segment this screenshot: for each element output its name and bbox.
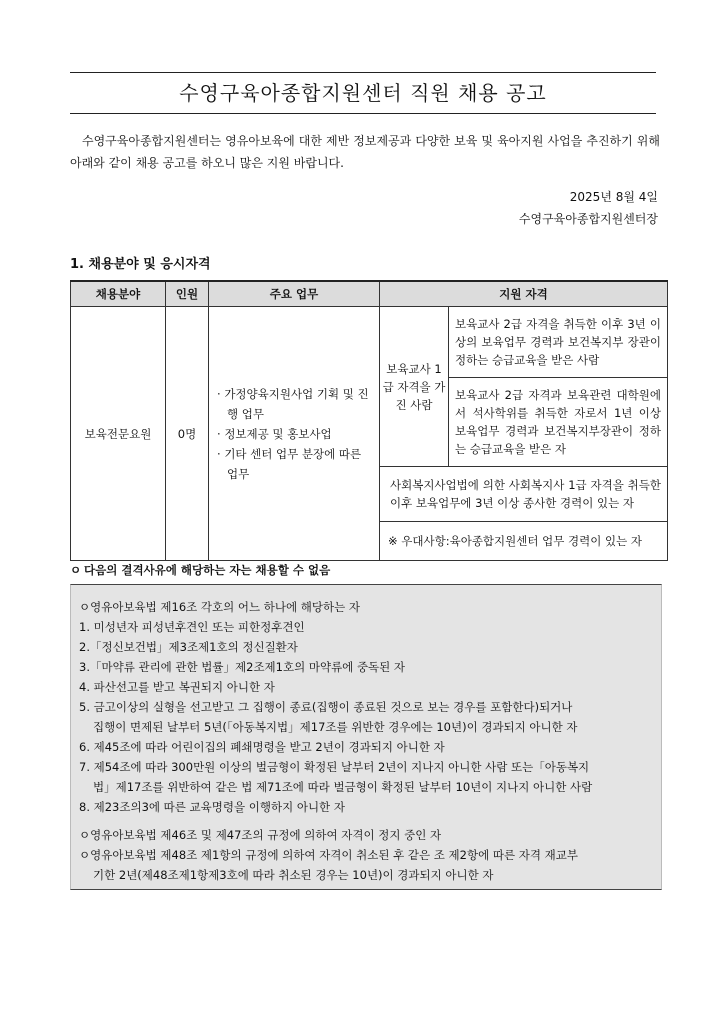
list-item: · 정보제공 및 홍보사업 xyxy=(217,426,332,441)
list-item: 2.「정신보건법」제3조제1호의 정신질환자 xyxy=(79,640,298,654)
list-item: 7. 제54조에 따라 300만원 이상의 벌금형이 확정된 날부터 2년이 지나지 아니한 사람 또는「아동복지 xyxy=(79,760,590,774)
section-heading-recruitment: 1. 채용분야 및 응시자격 xyxy=(70,257,211,272)
cell-preference: ※ 우대사항:육아종합지원센터 업무 경력이 있는 자 xyxy=(380,522,668,561)
list-item: · 기타 센터 업무 분장에 따른 업무 xyxy=(217,446,362,481)
header-count: 인원 xyxy=(166,281,209,307)
list-item: ㅇ영유아보육법 제48조 제1항의 규정에 의하여 자격이 취소된 후 같은 조 제2항에 따른 자격 재교부 xyxy=(79,848,578,862)
list-item-continued: 집행이 면제된 날부터 5년(「아동복지법」제17조를 위반한 경우에는 10년)이 경과되지 아니한 자 xyxy=(93,720,578,734)
cell-social-worker: 사회복지사업법에 의한 사회복지사 1급 자격을 취득한 이후 보육업무에 3년 이상 종사한 경력이 있는 자 xyxy=(380,467,668,522)
list-item: 8. 제23조의3에 따른 교육명령을 이행하지 아니한 자 xyxy=(79,800,345,814)
disqualification-box xyxy=(70,584,662,890)
list-item: 3.「마약류 관리에 관한 법률」제2조제1호의 마약류에 중독된 자 xyxy=(79,660,406,674)
list-item: 5. 금고이상의 실형을 선고받고 그 집행이 종료(집행이 종료된 것으로 보는 경우를 포함한다)되거나 xyxy=(79,700,573,714)
duty-list xyxy=(215,384,373,484)
header-field: 채용분야 xyxy=(71,281,166,307)
header-duty: 주요 업무 xyxy=(209,281,380,307)
cell-count: 0명 xyxy=(166,307,209,561)
title-box xyxy=(70,72,656,114)
header-qualification: 지원 자격 xyxy=(380,281,668,307)
list-item-continued: 법」제17조를 위반하여 같은 법 제71조에 따라 벌금형이 확정된 날부터 10년이 지나지 아니한 사람 xyxy=(93,780,593,794)
cell-teacher-qual-2: 보육교사 2급 자격과 보육관련 대학원에서 석사학위를 취득한 자로서 1년 이상 보육업무 경력과 보건복지부장관이 정하는 승급교육을 받은 자 xyxy=(449,378,668,467)
issuer-signature: 수영구육아종합지원센터장 xyxy=(518,212,658,226)
list-item: 1. 미성년자 피성년후견인 또는 피한정후견인 xyxy=(79,620,305,634)
cell-teacher-label: 보육교사 1급 자격을 가진 사람 xyxy=(380,307,449,467)
list-item: ㅇ영유아보육법 제16조 각호의 어느 하나에 해당하는 자 xyxy=(79,600,360,614)
list-item: · 가정양육지원사업 기획 및 진행 업무 xyxy=(217,386,369,421)
table-row xyxy=(71,307,668,378)
disqualification-heading: ㅇ 다음의 결격사유에 해당하는 자는 채용할 수 없음 xyxy=(70,563,331,577)
recruitment-table xyxy=(70,280,668,561)
table-header-row xyxy=(71,281,668,307)
list-item: 4. 파산선고를 받고 복권되지 아니한 자 xyxy=(79,680,275,694)
intro-text: 수영구육아종합지원센터는 영유아보육에 대한 제반 정보제공과 다양한 보육 및 육아지원 사업을 추진하기 위해 아래와 같이 채용 공고를 하오니 많은 지원 바랍니다. xyxy=(70,134,660,170)
cell-duties xyxy=(209,307,380,561)
issue-date: 2025년 8월 4일 xyxy=(569,190,658,204)
cell-field: 보육전문요원 xyxy=(71,307,166,561)
bullet-mark: ㅇ xyxy=(70,563,82,577)
intro-paragraph xyxy=(70,130,660,174)
list-item-continued: 기한 2년(제48조제1항제3호에 따라 취소된 경우는 10년)이 경과되지 아니한 자 xyxy=(93,868,494,882)
list-item: 6. 제45조에 따라 어린이집의 폐쇄명령을 받고 2년이 경과되지 아니한 자 xyxy=(79,740,445,754)
cell-teacher-qual-1: 보육교사 2급 자격을 취득한 이후 3년 이상의 보육업무 경력과 보건복지부 장관이 정하는 승급교육을 받은 사람 xyxy=(449,307,668,378)
list-item: ㅇ영유아보육법 제46조 및 제47조의 규정에 의하여 자격이 정지 중인 자 xyxy=(79,828,442,842)
page-title: 수영구육아종합지원센터 직원 채용 공고 xyxy=(179,81,547,105)
